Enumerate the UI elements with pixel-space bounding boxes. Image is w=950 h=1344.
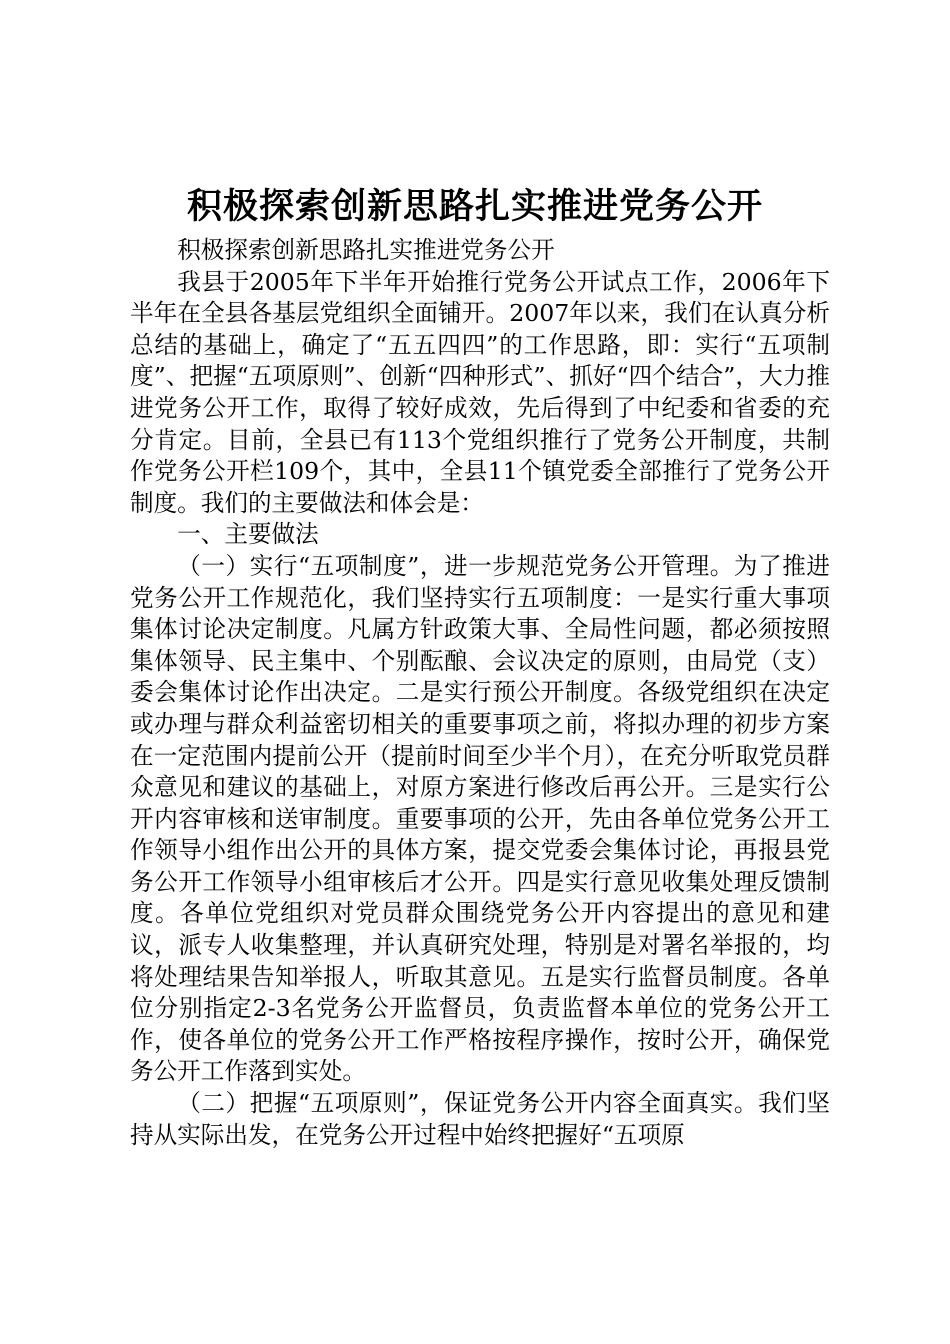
section-heading: 一、主要做法	[177, 520, 319, 549]
document-title: 积极探索创新思路扎实推进党务公开	[186, 186, 763, 227]
body-paragraph-subtitle: 积极探索创新思路扎实推进党务公开	[177, 236, 555, 264]
body-paragraph-five-systems: （一）实行“五项制度”，进一步规范党务公开管理。为了推进党务公开工作规范化，我们坚持实行五项制度：一是实行重大事项集体讨论决定制度。凡属方针政策大事、全局性问题，都必须按照集体领导、民主集中、个别酝酿、会议决定的原则，由局党（支）委会集体讨论作出决定。二是实行预公开制度。各级党组织在决定或办理与群众利益密切相关的重要事项之前，将拟办理的初步方案在一定范围内提前公开（提前时间至少半个月），在充分听取党员群众意见和建议的基础上，对原方案进行修改后再公开。三是实行公开内容审核和送审制度。重要事项的公开，先由各单位党务公开工作领导小组作出公开的具体方案，提交党委会集体讨论，再报县党务公开工作领导小组审核后才公开。四是实行意见收集处理反馈制度。各单位党组织对党员群众围绕党务公开内容提出的意见和建议，派专人收集整理，并认真研究处理，特别是对署名举报的，均将处理结果告知举报人，听取其意见。五是实行监督员制度。各单位分别指定2-3名党务公开监督员，负责监督本单位的党务公开工作，使各单位的党务公开工作严格按程序操作，按时公开，确保党务公开工作落到实处。	[130, 551, 830, 1086]
body-paragraph-five-principles: （二）把握“五项原则”，保证党务公开内容全面真实。我们坚持从实际出发，在党务公开过程中始终把握好“五项原	[130, 1089, 830, 1149]
body-paragraph-intro: 我县于2005年下半年开始推行党务公开试点工作，2006年下半年在全县各基层党组织全面铺开。2007年以来，我们在认真分析总结的基础上，确定了“五五四四”的工作思路，即：实行“五项制度”、把握“五项原则”、创新“四种形式”、抓好“四个结合”，大力推进党务公开工作，取得了较好成效，先后得到了中纪委和省委的充分肯定。目前，全县已有113个党组织推行了党务公开制度，共制作党务公开栏109个，其中，全县11个镇党委全部推行了党务公开制度。我们的主要做法和体会是：	[130, 267, 830, 517]
document-body	[130, 235, 830, 1151]
